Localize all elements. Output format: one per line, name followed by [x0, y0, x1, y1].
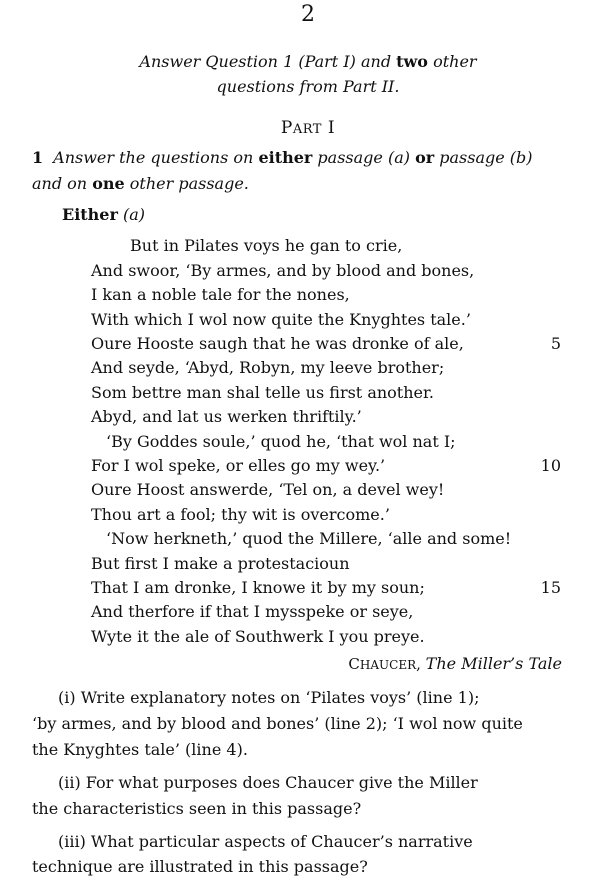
work-title: The Miller’s Tale	[425, 654, 562, 673]
verse-line: And swoor, ‘By armes, and by blood and bones,	[91, 261, 475, 280]
subquestion-iii-line-1: (iii) What particular aspects of Chaucer’s narrative	[58, 832, 473, 851]
line-number: 5	[550, 334, 561, 353]
verse-line: ‘Now herkneth,’ quod the Millere, ‘alle and some!	[106, 529, 512, 548]
question-1-line-2	[32, 174, 249, 193]
line-number: 15	[540, 578, 561, 597]
question-text: and on	[32, 174, 93, 193]
part-heading	[0, 118, 616, 138]
verse-line: ‘By Goddes soule,’ quod he, ‘that wol nat I;	[106, 432, 456, 451]
line-number: 10	[540, 456, 561, 475]
question-emphasis: either	[258, 148, 313, 167]
part-heading-rest: ART	[292, 122, 322, 137]
either-label	[62, 205, 145, 224]
question-text: Answer the questions on	[53, 148, 259, 167]
verse-line: Abyd, and lat us werken thriftily.’	[91, 407, 362, 426]
verse-line: But in Pilates voys he gan to crie,	[130, 236, 403, 255]
part-heading-numeral: I	[321, 118, 336, 138]
question-text: other passage.	[124, 174, 249, 193]
question-emphasis: one	[92, 174, 125, 193]
subquestion-i-line-2: ‘by armes, and by blood and bones’ (line 2); ‘I wol now quite	[32, 714, 523, 733]
verse-line: I kan a noble tale for the nones,	[91, 285, 350, 304]
author-rest: HAUCER	[359, 658, 417, 672]
instructions-line-2: questions from Part II.	[216, 77, 400, 96]
subquestion-i-line-3: the Knyghtes tale’ (line 4).	[32, 740, 248, 759]
verse-line: With which I wol now quite the Knyghtes tale.’	[91, 310, 471, 329]
verse-line: Oure Hoost answerde, ‘Tel on, a devel wey!	[91, 480, 445, 499]
attribution	[300, 654, 562, 673]
instructions-text: other	[427, 52, 477, 71]
subquestion-ii-line-2: the characteristics seen in this passage?	[32, 799, 362, 818]
question-number: 1	[32, 148, 44, 167]
verse-line: And therfore if that I mysspeke or seye,	[91, 602, 414, 621]
question-text: passage (a)	[312, 148, 416, 167]
page-number: 2	[301, 2, 315, 27]
verse-line: Oure Hooste saugh that he was dronke of ale,	[91, 334, 464, 353]
subquestion-iii-line-2: technique are illustrated in this passage?	[32, 857, 368, 876]
author-initial: C	[348, 655, 360, 673]
instructions-line-1	[0, 52, 616, 71]
attribution-separator: ,	[416, 655, 426, 673]
subquestion-ii-line-1: (ii) For what purposes does Chaucer give the Miller	[58, 773, 478, 792]
either-letter: (a)	[123, 205, 146, 224]
verse-line: Wyte it the ale of Southwerk I you preye.	[91, 627, 425, 646]
question-text: passage (b)	[434, 148, 533, 167]
part-heading-initial: P	[280, 118, 293, 138]
verse-line: And seyde, ‘Abyd, Robyn, my leeve brother;	[91, 358, 445, 377]
either-word: Either	[62, 205, 118, 224]
question-emphasis: or	[415, 148, 435, 167]
verse-line: But first I make a protestacioun	[91, 554, 350, 573]
subquestion-i-line-1: (i) Write explanatory notes on ‘Pilates voys’ (line 1);	[58, 688, 480, 707]
verse-line: That I am dronke, I knowe it by my soun;	[91, 578, 425, 597]
instructions-emphasis: two	[396, 52, 428, 71]
question-1-line-1	[32, 148, 533, 167]
instructions-text: Answer Question 1 (Part I) and	[139, 52, 397, 71]
verse-line: For I wol speke, or elles go my wey.’	[91, 456, 386, 475]
verse-line: Thou art a fool; thy wit is overcome.’	[91, 505, 390, 524]
verse-line: Som bettre man shal telle us first another.	[91, 383, 434, 402]
